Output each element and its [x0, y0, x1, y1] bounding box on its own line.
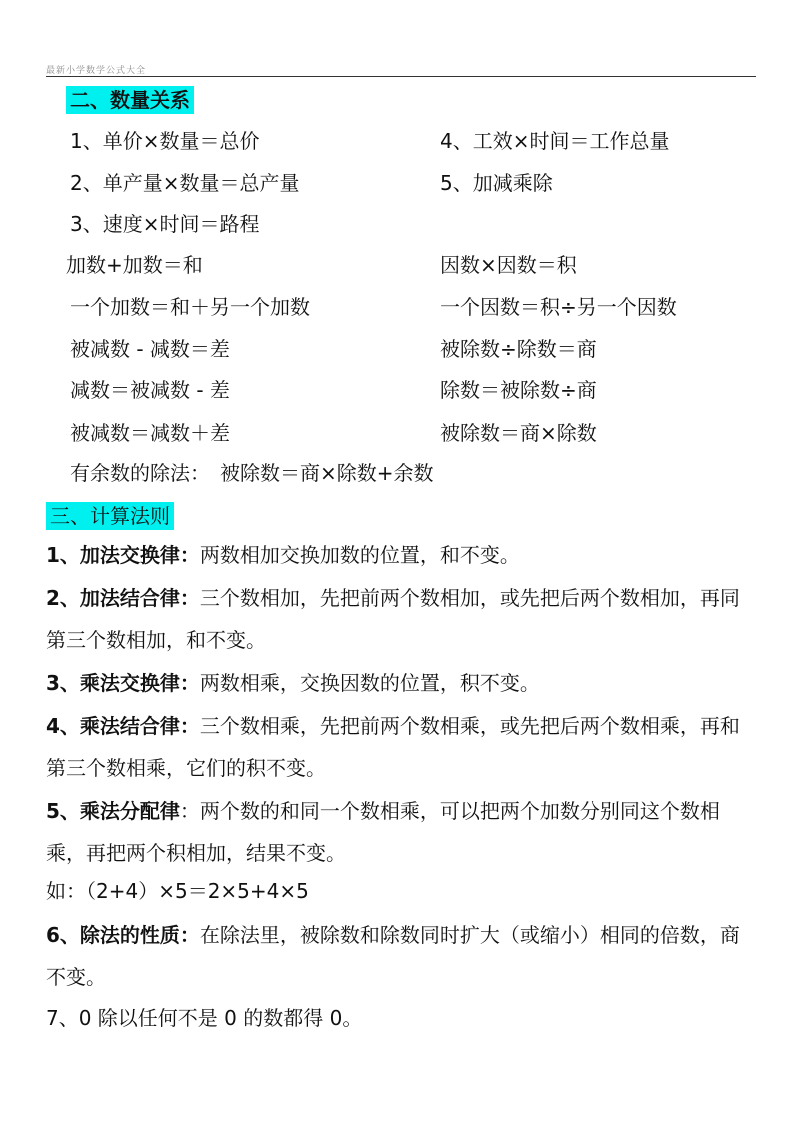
rule-label: 6、除法的性质：	[46, 923, 200, 947]
formula-factor: 一个因数＝积÷另一个因数	[440, 295, 677, 319]
rule-text: 在除法里，被除数和除数同时扩大（或缩小）相同的倍数，商不变。	[46, 923, 740, 989]
formula-subtrahend: 减数＝被减数 - 差	[70, 378, 230, 402]
rule-label: 2、加法结合律：	[46, 586, 200, 610]
formula-dividend: 被除数＝商×除数	[440, 421, 597, 445]
rule-label: 4、乘法结合律：	[46, 714, 200, 738]
rule-3	[46, 662, 758, 704]
relation-item-4: 4、工效×时间＝工作总量	[440, 129, 670, 153]
remainder-formula: 被除数＝商×除数+余数	[220, 461, 434, 485]
formula-addend: 一个加数＝和＋另一个加数	[70, 295, 310, 319]
rule-7: 7、0 除以任何不是 0 的数都得 0。	[46, 1006, 363, 1030]
rule-text: 两数相乘，交换因数的位置，积不变。	[199, 671, 540, 695]
rule-text: ：两个数的和同一个数相乘，可以把两个加数分别同这个数相乘，再把两个积相加，结果不变。	[46, 799, 720, 865]
rule-text: 三个数相乘，先把前两个数相乘，或先把后两个数相乘，再和第三个数相乘，它们的积不变。	[46, 714, 740, 780]
relation-item-5: 5、加减乘除	[440, 171, 553, 195]
rule-2	[46, 577, 758, 661]
section-title-calculation-rules	[46, 501, 174, 531]
rule-label: 1、加法交换律：	[46, 543, 200, 567]
rule-label: 5、乘法分配律	[46, 799, 180, 823]
section-title-text: 三、计算法则	[46, 502, 174, 530]
relation-item-3: 3、速度×时间＝路程	[70, 212, 260, 236]
distributive-example: 如：（2+4）×5＝2×5+4×5	[46, 879, 309, 903]
rule-1	[46, 534, 758, 576]
rule-label: 3、乘法交换律：	[46, 671, 200, 695]
page-header-text: 最新小学数学公式大全	[46, 66, 147, 76]
header-divider	[46, 76, 756, 77]
section-title-quantity-relations	[66, 85, 194, 115]
formula-divisor: 除数＝被除数÷商	[440, 378, 597, 402]
section-title-text: 二、数量关系	[66, 86, 194, 114]
formula-addition: 加数+加数＝和	[66, 253, 203, 277]
formula-multiplication: 因数×因数＝积	[440, 253, 577, 277]
relation-item-1: 1、单价×数量＝总价	[70, 129, 260, 153]
rule-text: 三个数相加，先把前两个数相加，或先把后两个数相加，再同第三个数相加，和不变。	[46, 586, 740, 652]
formula-division: 被除数÷除数＝商	[440, 337, 597, 361]
formula-remainder-division	[70, 458, 434, 488]
rule-5	[46, 790, 758, 874]
rule-6	[46, 914, 758, 998]
rule-4	[46, 705, 758, 789]
formula-minuend: 被减数＝减数＋差	[70, 421, 230, 445]
rule-text: 两数相加交换加数的位置，和不变。	[199, 543, 520, 567]
remainder-label: 有余数的除法：	[70, 461, 210, 485]
formula-subtraction: 被减数 - 减数＝差	[70, 337, 230, 361]
relation-item-2: 2、单产量×数量＝总产量	[70, 171, 300, 195]
